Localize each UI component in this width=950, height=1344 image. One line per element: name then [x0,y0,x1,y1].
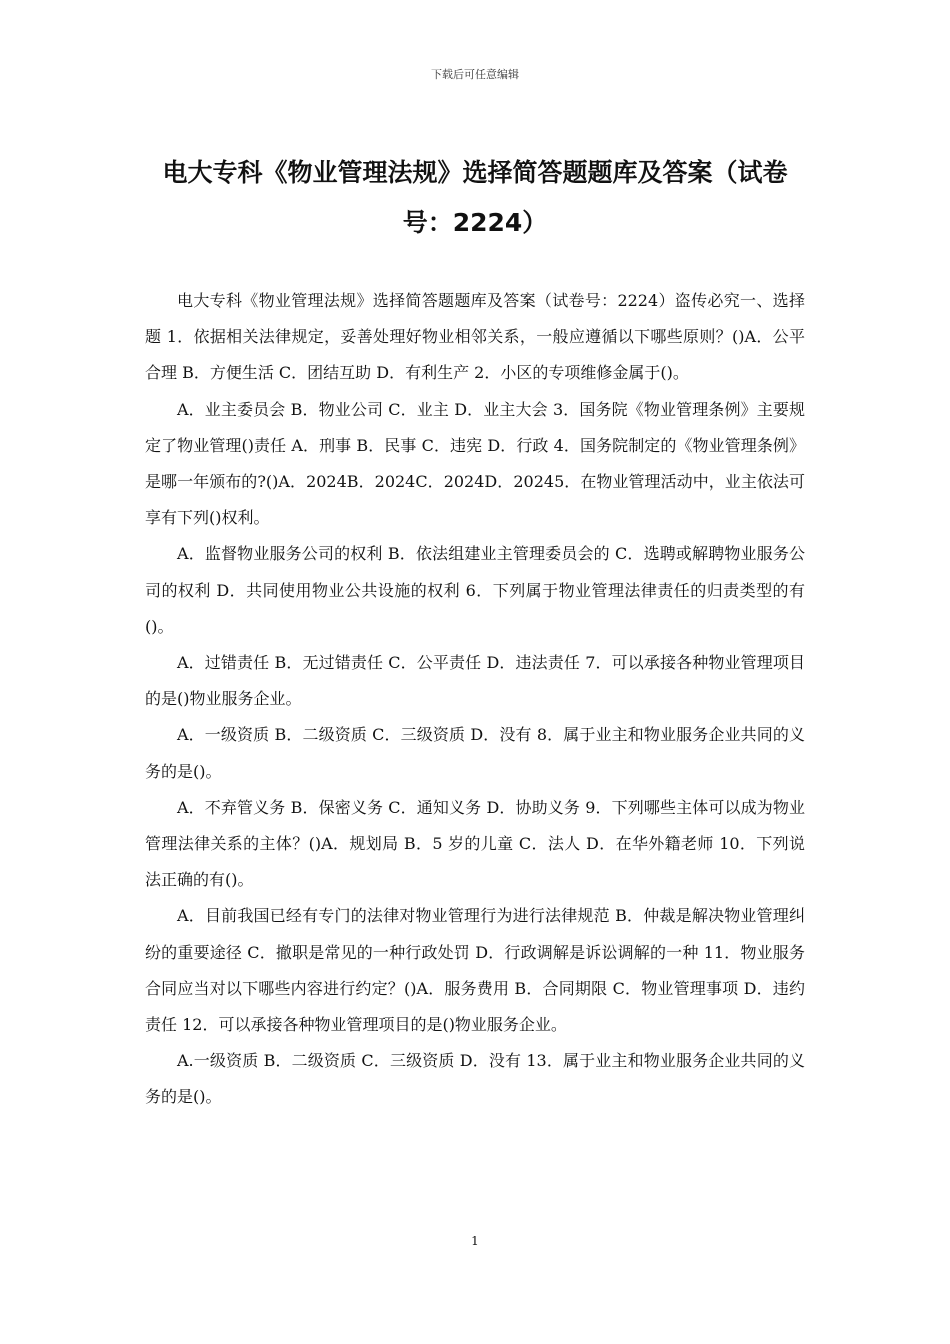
paragraph: A．目前我国已经有专门的法律对物业管理行为进行法律规范 B．仲裁是解决物业管理纠纷的重要途径 C．撤职是常见的一种行政处罚 D．行政调解是诉讼调解的一种 11．物业服务合同应当对以下哪些内容进行约定？()A．服务费用 B．合同期限 C．物业管理事项 D．违约责任 12．可以承接各种物业管理项目的是()物业服务企业。 [145,906,805,1035]
paragraph: A．业主委员会 B．物业公司 C．业主 D．业主大会 3．国务院《物业管理条例》主要规定了物业管理()责任 A．刑事 B．民事 C．违宪 D．行政 4．国务院制定的《物业管理条例》是哪一年颁布的?()A．2024B．2024C．2024D．20245．在物业管理活动中，业主依法可享有下列()权利。 [145,399,805,528]
page-number: 1 [471,1234,479,1248]
paragraph: A．监督物业服务公司的权利 B．依法组建业主管理委员会的 C．选聘或解聘物业服务公司的权利 D．共同使用物业公共设施的权利 6．下列属于物业管理法律责任的归责类型的有()。 [145,544,805,636]
paragraph: A．不弃管义务 B．保密义务 C．通知义务 D．协助义务 9．下列哪些主体可以成为物业管理法律关系的主体？()A．规划局 B．5 岁的儿童 C．法人 D．在华外籍老师 10．下列说法正确的有()。 [145,797,805,890]
document-title: 电大专科《物业管理法规》选择简答题题库及答案（试卷号：2224） [162,158,788,237]
paragraph: A.一级资质 B．二级资质 C．三级资质 D．没有 13．属于业主和物业服务企业共同的义务的是()。 [145,1051,805,1107]
header-note: 下载后可任意编辑 [431,68,519,81]
document-body [145,283,805,1116]
paragraph: 电大专科《物业管理法规》选择简答题题库及答案（试卷号：2224）盗传必究一、选择题 1．依据相关法律规定，妥善处理好物业相邻关系，一般应遵循以下哪些原则？()A．公平合理 B．方便生活 C．团结互助 D．有利生产 2．小区的专项维修金属于()。 [145,291,805,383]
paragraph: A．一级资质 B．二级资质 C．三级资质 D．没有 8．属于业主和物业服务企业共同的义务的是()。 [145,725,805,781]
paragraph: A．过错责任 B．无过错责任 C．公平责任 D．违法责任 7．可以承接各种物业管理项目的是()物业服务企业。 [145,653,805,709]
